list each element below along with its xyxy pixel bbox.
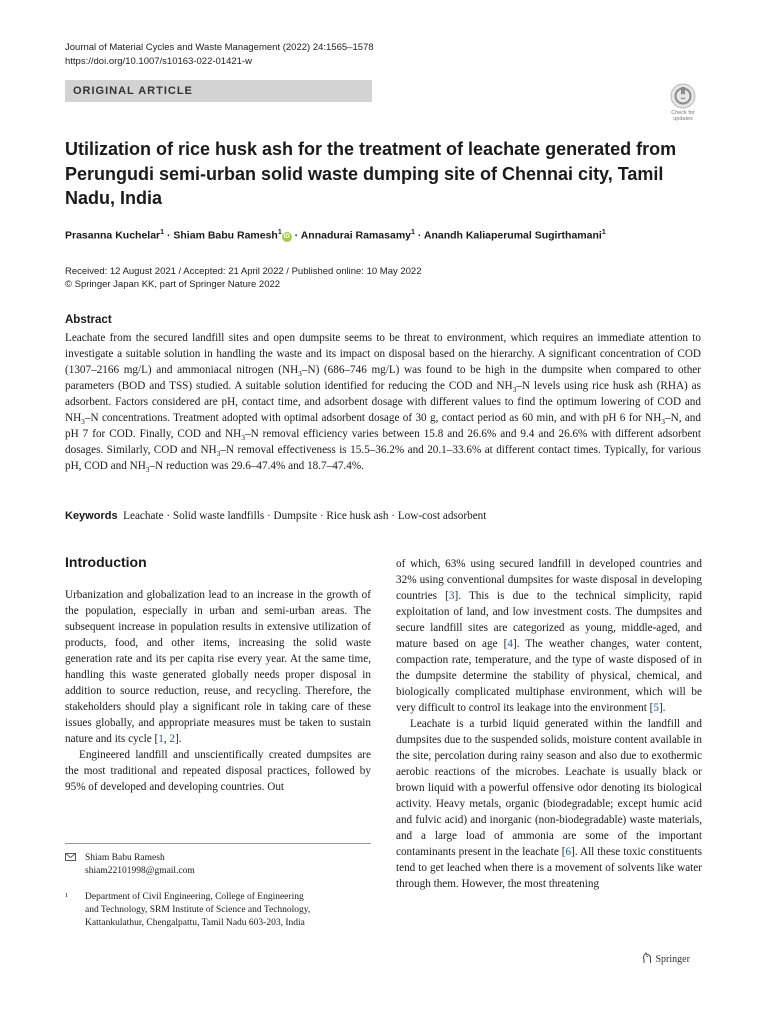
- check-updates-label: Check for updates: [671, 110, 695, 122]
- author-name[interactable]: Prasanna Kuchelar: [65, 229, 161, 242]
- article-type-banner: ORIGINAL ARTICLE: [65, 80, 372, 102]
- introduction-heading: Introduction: [65, 554, 147, 570]
- abstract-heading: Abstract: [65, 314, 112, 326]
- citation-link[interactable]: 6: [565, 846, 572, 858]
- paragraph: Engineered landfill and unscientifically created dumpsites are the most traditional and repeated disposal practices, followed by 95% of developed and developing countries. Out: [65, 749, 371, 793]
- paragraph: of which, 63% using secured landfill in developed countries and 32% using conventional dumpsites for waste disposal in developing countries [3]. This is due to the technical simplicity, rapid exploitation of land, and low investment costs. The dumpsites and secure landfill sites are categorized as young, middle-aged, and mature based on age [4]. The weather changes, water content, compaction rate, temperature, and the type of waste disposed of in the dumpsite determine the stability of physical, chemical, and biologically complicated multiphase environment, which will be very difficult to control its leakage into the environment [5].: [396, 558, 703, 714]
- check-for-updates-badge[interactable]: [665, 83, 701, 123]
- corresponding-author-name: Shiam Babu Ramesh: [85, 853, 165, 863]
- affiliation-mark: 1: [411, 229, 415, 236]
- affiliation-mark: 1: [601, 229, 606, 236]
- author-name[interactable]: Annadurai Ramasamy: [300, 229, 411, 242]
- citation-link[interactable]: 4: [507, 638, 513, 650]
- check-updates-icon: [670, 83, 696, 109]
- citation-link[interactable]: 3: [448, 590, 455, 602]
- journal-header: [65, 41, 374, 69]
- keywords-text: Leachate · Solid waste landfills · Dumpsite · Rice husk ash · Low-cost adsorbent: [123, 510, 487, 522]
- body-column-right: [396, 556, 702, 892]
- affiliation-number: 1: [65, 892, 69, 899]
- citation-link[interactable]: 5: [653, 702, 659, 714]
- body-column-left: [65, 587, 371, 795]
- affiliation-mark: 1: [277, 229, 282, 236]
- publication-dates: [65, 265, 422, 291]
- author-list: Prasanna Kuchelar$^1$ · Shiam Babu Ramesh$^1$iD · Annadurai Ramasamy$^1$ · Anandh Kaliaperumal Sugirthamani$^1$: [65, 229, 606, 242]
- keywords-line: [65, 508, 701, 524]
- envelope-icon: [65, 853, 76, 861]
- author-name[interactable]: Anandh Kaliaperumal Sugirthamani: [423, 229, 602, 242]
- citation-link[interactable]: 2: [169, 733, 175, 745]
- keywords-label: Keywords: [65, 510, 118, 522]
- paragraph: Urbanization and globalization lead to an increase in the growth of the population, especially in urban and semi-urban areas. The subsequent increase in population results in extensive utilization of products, food, and other items, increasing the solid waste generation rate and its per capita rise every year. At the same time, handling this waste generated globally needs proper disposal in addition to source reduction, reuse, and recycling. Therefore, the stakeholders should play a significant role in taking care of these issues globally, and appropriate measures must be taken to sustain nature and its cycle [1, 2].: [65, 589, 371, 745]
- publisher-name: Springer: [655, 954, 690, 965]
- footnote-divider: [65, 843, 371, 844]
- corresponding-author-email[interactable]: shiam22101998@gmail.com: [85, 866, 195, 876]
- springer-horse-icon: [641, 952, 653, 964]
- affiliation-mark: 1: [160, 229, 165, 236]
- publisher-logo: [641, 952, 690, 967]
- paragraph: Leachate is a turbid liquid generated within the landfill and dumpsites due to the suspended solids, moisture content available in the site, percolation during rainy season and also due to exothermic aerobic reactions of the microbes. Leachate is usually black or brown liquid with a powerful offensive odor denoting its biological activity. Heavy metals, organic (biodegradable; except humic acid and fulvic acid) and inorganic (non-biodegradable) waste materials, and a large load of ammonia are some of the important contaminants present in the leachate [6]. All these toxic constituents tend to get leached when there is a movement of solvents like water through them. However, the most threatening: [396, 718, 702, 890]
- citation-link[interactable]: 1: [158, 733, 164, 745]
- journal-citation: Journal of Material Cycles and Waste Management (2022) 24:1565–1578: [65, 42, 374, 53]
- article-title: Utilization of rice husk ash for the treatment of leachate generated from Perungudi semi-urban solid waste dumping site of Chennai city, Tamil Nadu, India: [65, 139, 677, 208]
- history-dates: Received: 12 August 2021 / Accepted: 21 April 2022 / Published online: 10 May 2022: [65, 266, 422, 277]
- author-name[interactable]: Shiam Babu Ramesh: [173, 229, 278, 242]
- orcid-icon[interactable]: iD: [283, 233, 290, 240]
- abstract-text: Leachate from the secured landfill sites and open dumpsite seems to be threat to environment, which requires an immediate attention to investigate a suitable solution in handling the waste and its impact on disposal based on the hierarchy. A significant concentration of COD (1307–2166 mg/L) and ammoniacal nitrogen $(NH_3-N)$ (686–746 mg/L) was found to be high in the dumpsite when compared to other parameters (BOD and TSS) studied. A suitable solution identified for reducing the COD and $NH_3-N$ levels using rice husk ash (RHA) as adsorbent. Factors considered are pH, contact time, and adsorbent dosage with different values to find the optimum lowering of COD and $NH_3-N$ concentrations. Treatment adopted with optimal adsorbent dosage of 30 g, contact period as 60 min, and with pH 6 for $NH_3-N$, and pH 7 for COD. Finally, COD and $NH_3-N$ removal efficiency varies between 15.8 and 26.6% and 9.4 and 26.6% with different adsorbent dosages. Similarly, COD and $NH_3-N$ removal effectiveness is 15.5–36.2% and 20.1–33.6% at different contact times. Typically, for various pH, COD and $NH_3-N$ reduction was 29.6–47.4% and 18.7–47.4%.: [65, 332, 702, 475]
- doi-link[interactable]: https://doi.org/10.1007/s10163-022-01421-w: [65, 56, 252, 67]
- copyright-line: © Springer Japan KK, part of Springer Nature 2022: [65, 279, 281, 290]
